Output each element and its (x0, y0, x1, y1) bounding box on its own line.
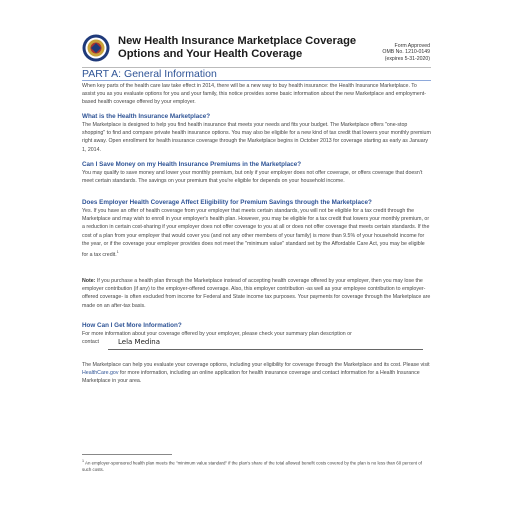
title-line-1: New Health Insurance Marketplace Coverage (118, 35, 357, 47)
help-text-start: The Marketplace can help you evaluate your coverage options, including your eligibility for coverage through the Marketplace and its cost. Please visit (82, 362, 430, 368)
healthcare-gov-link[interactable]: HealthCare.gov (82, 370, 119, 377)
section-body-text: Yes. If you have an offer of health coverage from your employer that meets certain standards, you will not be eligible for a tax credit through the Marketplace and may wish to enroll in your employer's health plan. However, you may be eligible for a tax credit that lowers your monthly premium, or a reduction in certain cost-sharing if your employer does not offer coverage to you at all or does not offer coverage that meets certain standards. If the cost of a plan from your employer that would cover you (and not any other members of your family) is more than 9.5% of your household income for the year, or if the coverage your employer provides does not meet the "minimum value" standard set by the Affordable Care Act, you may be eligible for a tax credit. (82, 208, 430, 258)
document-title (118, 35, 368, 61)
section-heading: Can I Save Money on my Health Insurance Premiums in the Marketplace? (82, 161, 302, 168)
section-employer-coverage (82, 199, 431, 259)
section-heading: How Can I Get More Information? (82, 322, 182, 329)
section-save-money (82, 161, 431, 185)
section-body: The Marketplace is designed to help you find health insurance that meets your needs and fits your budget. The Marketplace offers "one-stop shopping" to find and compare private health insurance options. You may also be eligible for a new kind of tax credit that lowers your monthly premium right away. Open enrollment for health insurance coverage through the Marketplace begins in October 2013 for coverage starting as early as January 1, 2014. (82, 122, 431, 153)
contact-input-line[interactable] (108, 349, 423, 350)
section-marketplace (82, 113, 431, 154)
expiration-date: (expires 5-31-2020) (384, 55, 430, 62)
form-approved-label: Form Approved (394, 43, 430, 49)
note-label: Note: (82, 278, 96, 284)
note-body: If you purchase a health plan through the Marketplace instead of accepting health coverage offered by your employer, then you may lose the employer contribution (if any) to the employer-offered coverage. Also, this employer contribution -as well as your employee contribution to employer-offered coverage- is often excluded from income for Federal and State income tax purposes. Your payments for coverage through the Marketplace are made on an after-tax basis. (82, 278, 431, 309)
section-heading: What is the Health Insurance Marketplace? (82, 113, 211, 120)
form-approval-info (382, 43, 430, 62)
footnote-text: An employer-sponsored health plan meets the "minimum value standard" if the plan's share of the total allowed benefit costs covered by the plan is no less than 60 percent of such costs. (82, 460, 422, 473)
section-body: You may qualify to save money and lower your monthly premium, but only if your employer does not offer coverage, or offers coverage that doesn't meet certain standards. The savings on your premium that you're eligible for depends on your household income. (82, 170, 423, 185)
footnote (82, 458, 431, 474)
footnote-reference: 1 (116, 250, 119, 255)
note-paragraph (82, 277, 431, 310)
footnote-mark: 1 (82, 459, 85, 463)
intro-paragraph: When key parts of the health care law take effect in 2014, there will be a new way to buy health insurance: the Health Insurance Marketplace. To assist you as you evaluate options for you and your family, this notice provides some basic information about the new Marketplace and employment-based health coverage offered by your employer. (82, 83, 426, 106)
marketplace-help-paragraph (82, 361, 431, 386)
part-a-heading: PART A: General Information (82, 68, 217, 80)
omb-number: OMB No. 1210-0149 (382, 49, 430, 56)
more-info-line: For more information about your coverage offered by your employer, please check your summary plan description or (82, 331, 352, 337)
section-body (82, 207, 431, 259)
section-heading: Does Employer Health Coverage Affect Eligibility for Premium Savings through the Marketplace? (82, 199, 372, 206)
footnote-divider (82, 454, 172, 455)
part-a-divider (82, 80, 431, 81)
contact-label: contact (82, 339, 99, 346)
contact-handwritten-name: Lela Medina (118, 338, 161, 346)
title-line-2: Options and Your Health Coverage (118, 48, 303, 60)
department-seal-icon (82, 34, 110, 62)
help-text-end: for more information, including an online application for health insurance coverage and contact information for a Health Insurance Marketplace in your area. (82, 370, 420, 385)
